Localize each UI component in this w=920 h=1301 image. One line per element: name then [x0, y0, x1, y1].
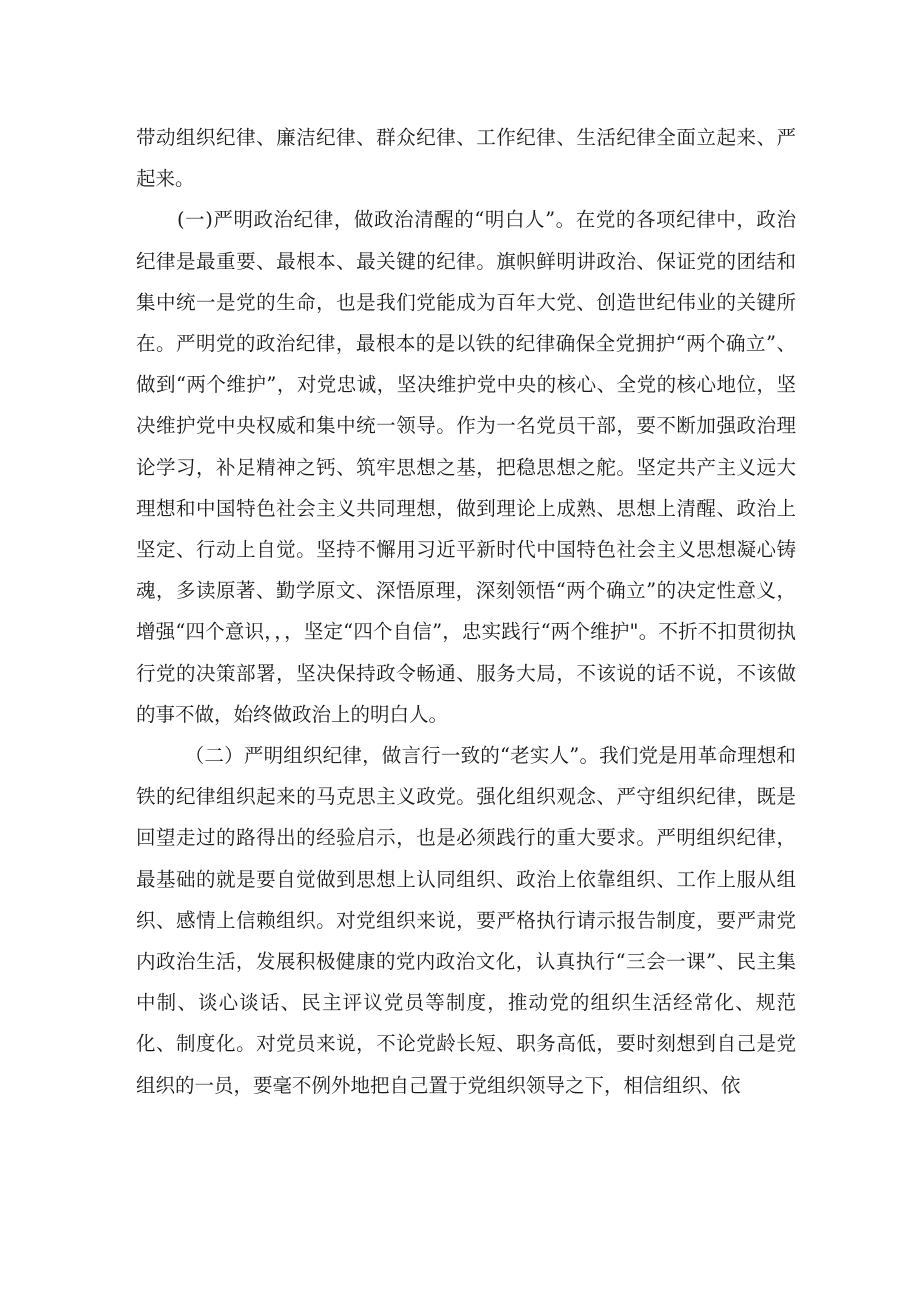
paragraph-organizational-discipline: （二）严明组织纪律，做言行一致的“老实人”。我们党是用革命理想和铁的纪律组织起来的马克思主义政党。强化组织观念、严守组织纪律，既是回望走过的路得出的经验启示，也是必须践行的重大要求。严明组织纪律，最基础的就是要自觉做到思想上认同组织、政治上依靠组织、工作上服从组织、感情上信赖组织。对党组织来说，要严格执行请示报告制度，要严肃党内政治生活，发展积极健康的党内政治文化，认真执行“三会一课”、民主集中制、谈心谈话、民主评议党员等制度，推动党的组织生活经常化、规范化、制度化。对党员来说，不论党龄长短、职务高低，要时刻想到自己是党组织的一员，要毫不例外地把自己置于党组织领导之下，相信组织、依 [136, 744, 796, 1097]
document-body [136, 117, 796, 1106]
paragraph-political-discipline: (一)严明政治纪律，做政治清醒的“明白人”。在党的各项纪律中，政治纪律是最重要、最根本、最关键的纪律。旗帜鲜明讲政治、保证党的团结和集中统一是党的生命，也是我们党能成为百年大党、创造世纪伟业的关键所在。严明党的政治纪律，最根本的是以铁的纪律确保全党拥护“两个确立”、做到“两个维护”，对党忠诚，坚决维护党中央的核心、全党的核心地位，坚决维护党中央权威和集中统一领导。作为一名党员干部，要不断加强政治理论学习，补足精神之钙、筑牢思想之基，把稳思想之舵。坚定共产主义远大理想和中国特色社会主义共同理想，做到理论上成熟、思想上清醒、政治上坚定、行动上自觉。坚持不懈用习近平新时代中国特色社会主义思想凝心铸魂，多读原著、勤学原文、深悟原理，深刻领悟“两个确立”的决定性意义，增强“四个意识，，，坚定“四个自信”，忠实践行“两个维护"。不折不扣贯彻执行党的决策部署，坚决保持政令畅通、服务大局，不该说的话不说，不该做的事不做，始终做政治上的明白人。 [136, 208, 796, 726]
paragraph-continuation: 带动组织纪律、廉洁纪律、群众纪律、工作纪律、生活纪律全面立起来、严起来。 [136, 126, 796, 191]
